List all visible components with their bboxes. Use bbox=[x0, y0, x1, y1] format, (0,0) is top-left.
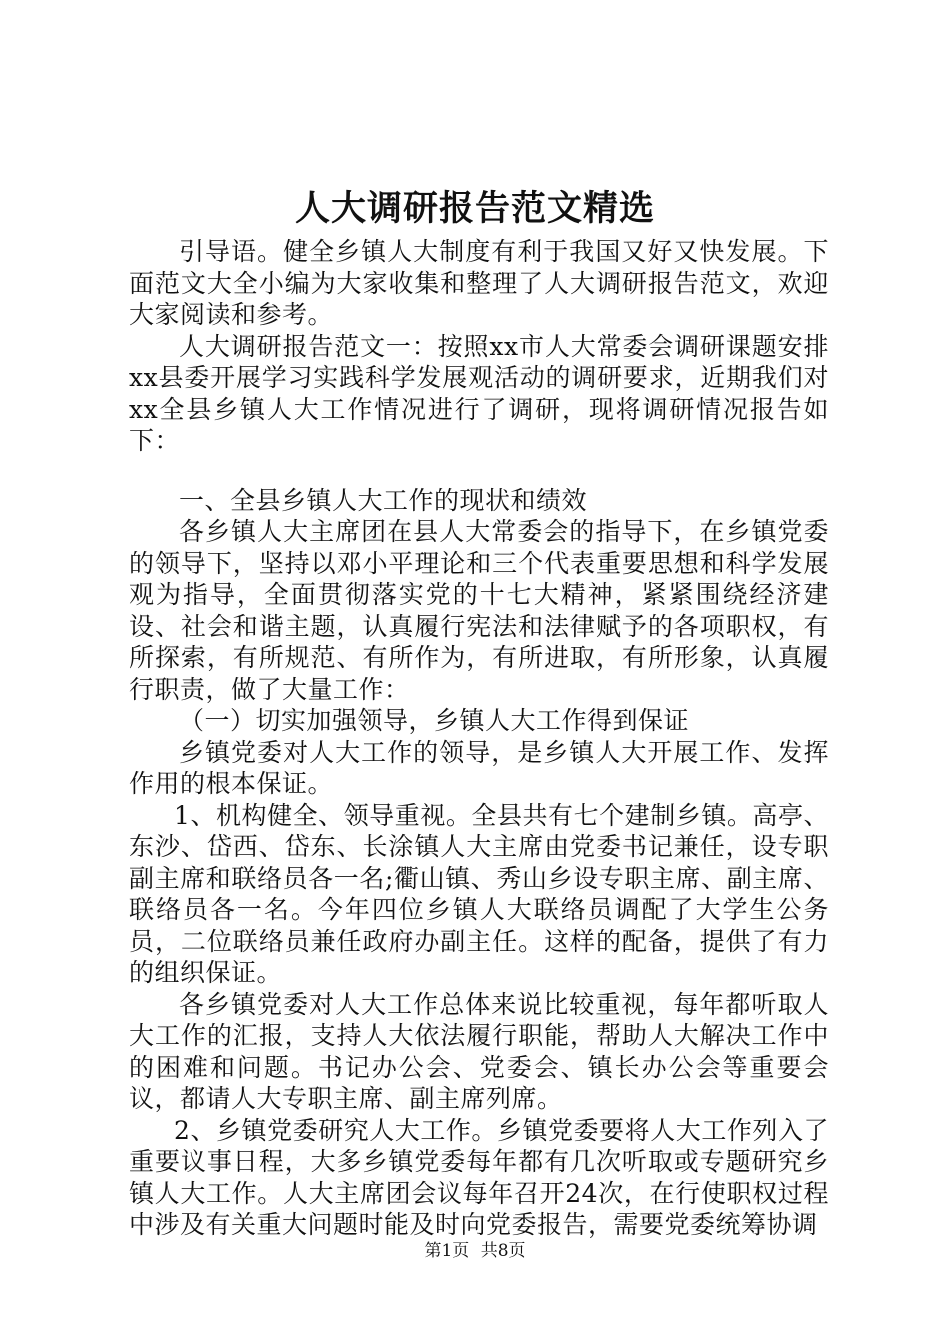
intro-paragraph: 引导语。健全乡镇人大制度有利于我国又好又快发展。下面范文大全小编为大家收集和整理了人大调研报告范文，欢迎大家阅读和参考。 bbox=[129, 237, 829, 329]
document-body bbox=[129, 236, 829, 1241]
numbered-paragraph: 2、乡镇党委研究人大工作。乡镇党委要将人大工作列入了重要议事日程，大多乡镇党委每年都有几次听取或专题研究乡镇人大工作。人大主席团会议每年召开24次，在行使职权过程中涉及有关重大问题时能及时向党委报告，需要党委统筹协调 bbox=[129, 1115, 829, 1239]
document-title: 人大调研报告范文精选 bbox=[294, 188, 655, 229]
page-number: 第1页 bbox=[424, 1241, 470, 1261]
body-paragraph: 各乡镇人大主席团在县人大常委会的指导下，在乡镇党委的领导下，坚持以邓小平理论和三个代表重要思想和科学发展观为指导，全面贯彻落实党的十七大精神，紧紧围绕经济建设、社会和谐主题，认真履行宪法和法律赋予的各项职权，有所探索，有所规范、有所作为，有所进取，有所形象，认真履行职责，做了大量工作： bbox=[129, 517, 829, 704]
page-footer bbox=[0, 1240, 950, 1262]
report-opening-paragraph: 人大调研报告范文一：按照xx市人大常委会调研课题安排xx县委开展学习实践科学发展观活动的调研要求，近期我们对xx全县乡镇人大工作情况进行了调研，现将调研情况报告如下： bbox=[129, 331, 829, 455]
section-heading: 一、全县乡镇人大工作的现状和绩效 bbox=[179, 485, 588, 515]
body-paragraph: 乡镇党委对人大工作的领导，是乡镇人大开展工作、发挥作用的根本保证。 bbox=[129, 737, 829, 798]
body-paragraph: 各乡镇党委对人大工作总体来说比较重视，每年都听取人大工作的汇报，支持人大依法履行职能，帮助人大解决工作中的困难和问题。书记办公会、党委会、镇长办公会等重要会议，都请人大专职主席、副主席列席。 bbox=[129, 989, 829, 1113]
subsection-heading: （一）切实加强领导，乡镇人大工作得到保证 bbox=[179, 706, 690, 735]
numbered-paragraph: 1、机构健全、领导重视。全县共有七个建制乡镇。高亭、东沙、岱西、岱东、长涂镇人大主席由党委书记兼任，设专职副主席和联络员各一名;衢山镇、秀山乡设专职主席、副主席、联络员各一名。今年四位乡镇人大联络员调配了大学生公务员，二位联络员兼任政府办副主任。这样的配备，提供了有力的组织保证。 bbox=[129, 800, 829, 987]
page-total: 共8页 bbox=[480, 1241, 526, 1261]
